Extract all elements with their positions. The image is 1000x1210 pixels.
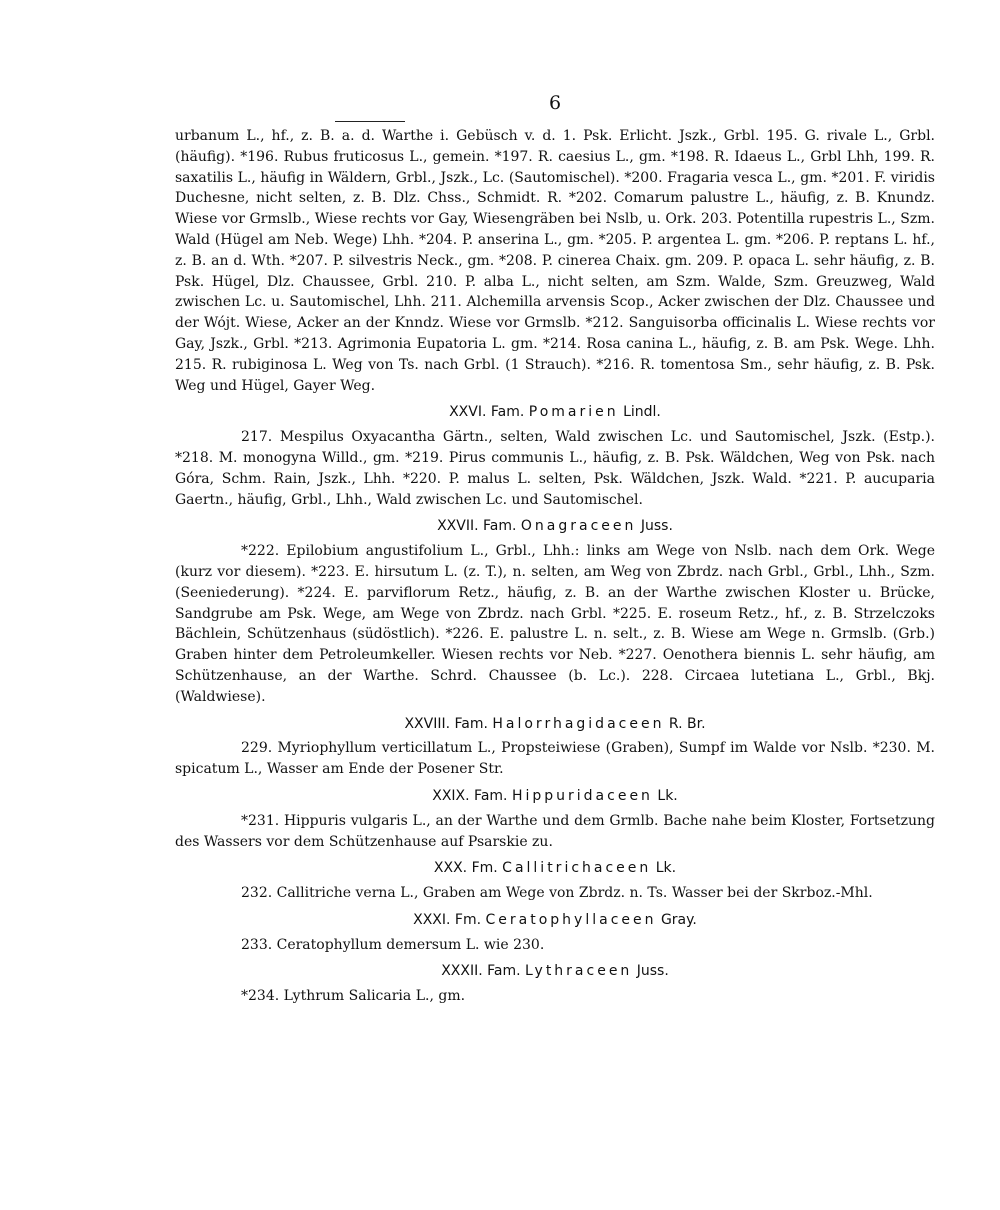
heading-author: Juss.	[640, 518, 673, 535]
heading-author: Juss.	[636, 963, 669, 980]
section-paragraph-halorrhagidaceen: 229. Myriophyllum verticillatum L., Propsteiwiese (Graben), Sumpf im Walde vor Nslb. *230. M. spicatum L., Wasser am Ende der Posener Str.	[175, 740, 935, 778]
section-paragraph-lythraceen: *234. Lythrum Salicaria L., gm.	[241, 988, 466, 1005]
body-paragraph-continued: urbanum L., hf., z. B. a. d. Warthe i. Gebüsch v. d. 1. Psk. Erlicht. Jszk., Grbl. 195. G. rivale L., Grbl. (häufig). *196. Rubus fruticosus L., gemein. *197. R. caesius L., gm. *198. R. Idaeus L., Grbl Lhh, 199. R. saxatilis L., häufig in Wäldern, Grbl., Jszk., Lc. (Sautomischel). *200. Fragaria vesca L., gm. *201. F. viridis Duchesne, nicht selten, z. B. Dlz. Chss., Schmidt. R. *202. Comarum palustre L., häufig, z. B. Knundz. Wiese vor Grmslb., Wiese rechts vor Gay, Wiesengräben bei Nslb, u. Ork. 203. Potentilla rupestris L., Szm. Wald (Hügel am Neb. Wege) Lhh. *204. P. anserina L., gm. *205. P. argentea L. gm. *206. P. reptans L. hf., z. B. an d. Wth. *207. P. silvestris Neck., gm. *208. P. cinerea Chaix. gm. 209. P. opaca L. sehr häufig, z. B. Psk. Hügel, Dlz. Chaussee, Grbl. 210. P. alba L., nicht selten, am Szm. Walde, Szm. Greuzweg, Wald zwischen Lc. u. Sautomischel, Lhh. 211. Alchemilla arvensis Scop., Acker zwischen der Dlz. Chaussee und der Wójt. Wiese, Acker an der Knndz. Wiese vor Grmslb. *212. Sanguisorba officinalis L. Wiese rechts vor Gay, Jszk., Grbl. *213. Agrimonia Eupatoria L. gm. *214. Rosa canina L., häufig, z. B. am Psk. Wege. Lhh. 215. R. rubiginosa L. Weg von Ts. nach Grbl. (1 Strauch). *216. R. tomentosa Sm., sehr häufig, z. B. Psk. Weg und Hügel, Gayer Weg.	[175, 128, 935, 394]
page-number-text: 6	[548, 92, 562, 114]
section-heading-onagraceen	[175, 516, 935, 537]
heading-family-name: Ceratophyllaceen	[485, 911, 657, 928]
heading-family-name: Lythraceen	[525, 963, 633, 980]
section-paragraph-onagraceen: *222. Epilobium angustifolium L., Grbl., Lhh.: links am Wege von Nslb. nach dem Ork. Wege (kurz vor diesem). *223. E. hirsutum L. (z. T.), n. selten, am Weg von Zbrdz. nach Grbl., Grbl., Lhh., Szm. (Seeniederung). *224. E. parviflorum Retz., häufig, z. B. an der Warthe zwischen Kloster u. Brücke, Sandgrube am Psk. Wege, am Wege von Zbrdz. nach Grbl. *225. E. roseum Retz., hf., z. B. Strzelczoks Bächlein, Schützenhaus (südöstlich). *226. E. palustre L. n. selt., z. B. Wiese am Wege n. Grmslb. (Grb.) Graben hinter dem Petroleumkeller. Wiesen rechts vor Neb. *227. Oenothera biennis L. sehr häufig, am Schützenhause, an der Warthe. Schrd. Chaussee (b. Lc.). 228. Circaea lutetiana L., Grbl., Bkj. (Waldwiese).	[175, 543, 935, 705]
heading-prefix: XXXII. Fam.	[441, 963, 521, 980]
section-paragraph-ceratophyllaceen: 233. Ceratophyllum demersum L. wie 230.	[241, 936, 545, 953]
heading-family-name: Onagraceen	[520, 518, 637, 535]
section-paragraph-callitrichaceen: 232. Callitriche verna L., Graben am Wege von Zbrdz. n. Ts. Wasser bei der Skrboz.-Mhl.	[241, 885, 873, 902]
heading-prefix: XXXI. Fm.	[413, 911, 482, 928]
heading-family-name: Halorrhagidaceen	[492, 715, 665, 732]
section-heading-hippuridaceen	[175, 786, 935, 807]
document-page	[175, 92, 935, 1007]
heading-prefix: XXVII. Fam.	[437, 518, 517, 535]
heading-author: Lk.	[657, 787, 678, 804]
heading-family-name: Hippuridaceen	[511, 787, 653, 804]
heading-author: Lindl.	[623, 404, 661, 421]
section-heading-lythraceen	[175, 961, 935, 982]
heading-author: Gray.	[660, 911, 697, 928]
heading-prefix: XXVI. Fam.	[449, 404, 525, 421]
heading-author: R. Br.	[668, 715, 706, 732]
section-heading-callitrichaceen	[175, 858, 935, 879]
heading-author: Lk.	[655, 860, 677, 877]
heading-prefix: XXVIII. Fam.	[404, 715, 488, 732]
heading-family-name: Callitrichaceen	[502, 860, 652, 877]
section-heading-ceratophyllaceen	[175, 910, 935, 931]
section-paragraph-pomarien: 217. Mespilus Oxyacantha Gärtn., selten, Wald zwischen Lc. und Sautomischel, Jszk. (Estp.). *218. M. monogyna Willd., gm. *219. Pirus communis L., häufig, z. B. Psk. Wäldchen, Weg von Psk. nach Góra, Schm. Rain, Jszk., Lhh. *220. P. malus L. selten, Psk. Wäldchen, Jszk. Wald. *221. P. aucuparia Gaertn., häufig, Grbl., Lhh., Wald zwischen Lc. und Sautomischel.	[175, 429, 935, 508]
section-paragraph-hippuridaceen: *231. Hippuris vulgaris L., an der Warthe und dem Grmlb. Bache nahe beim Kloster, Fortsetzung des Wassers vor dem Schützenhause auf Psarskie zu.	[175, 812, 935, 850]
heading-prefix: XXX. Fm.	[433, 860, 498, 877]
section-heading-pomarien	[175, 402, 935, 423]
heading-family-name: Pomarien	[528, 404, 619, 421]
section-heading-halorrhagidaceen	[175, 714, 935, 735]
heading-prefix: XXIX. Fam.	[432, 787, 508, 804]
page-number	[175, 92, 935, 116]
